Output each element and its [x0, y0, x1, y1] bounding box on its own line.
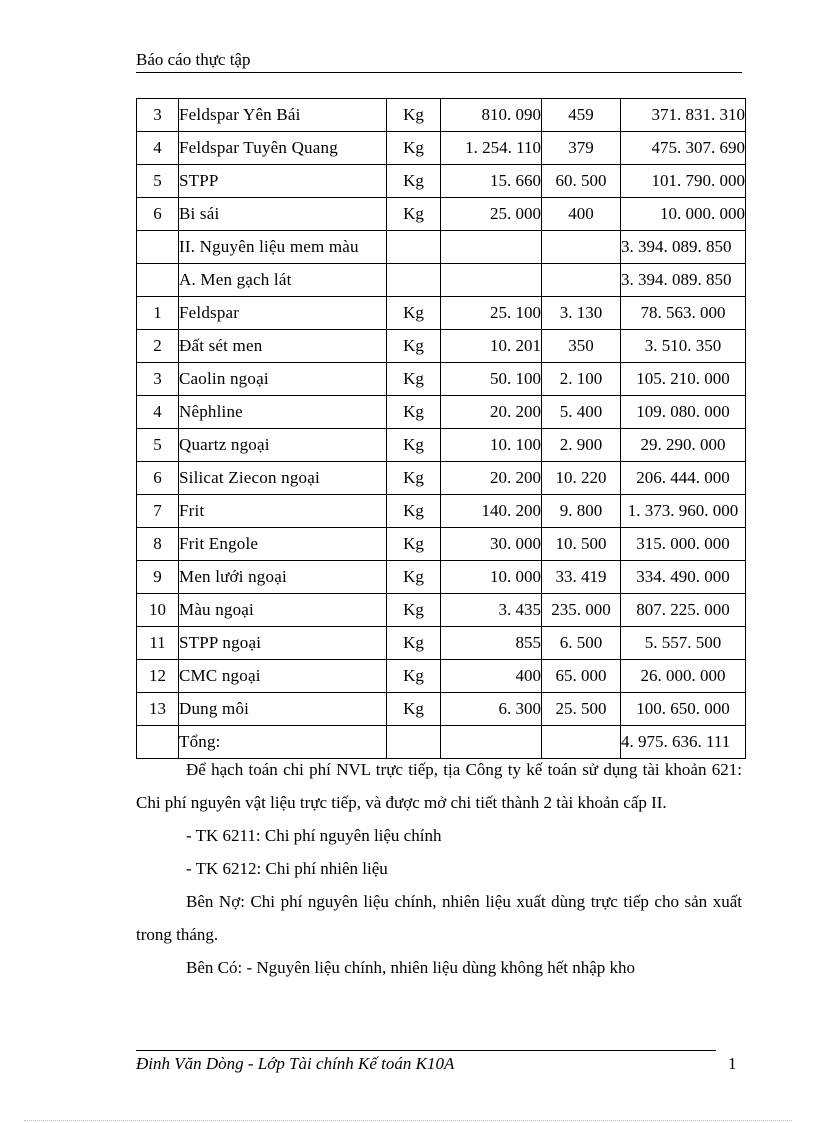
cell-row-number: 1	[137, 297, 179, 330]
cell-row-number: 9	[137, 561, 179, 594]
cell-unit: Kg	[387, 396, 441, 429]
cell-unit-price: 3. 130	[542, 297, 621, 330]
cell-material-name: Quartz ngoại	[179, 429, 387, 462]
cell-quantity: 20. 200	[441, 462, 542, 495]
cell-row-number: 13	[137, 693, 179, 726]
cell-row-number: 12	[137, 660, 179, 693]
cell-quantity: 10. 100	[441, 429, 542, 462]
cell-quantity: 20. 200	[441, 396, 542, 429]
table-row	[137, 363, 746, 396]
cell-material-name: Tổng:	[179, 726, 387, 759]
cell-amount: 3. 510. 350	[621, 330, 746, 363]
cell-material-name: Bi sái	[179, 198, 387, 231]
table-row	[137, 198, 746, 231]
cell-material-name: Feldspar Tuyên Quang	[179, 132, 387, 165]
cell-row-number: 5	[137, 429, 179, 462]
cell-row-number: 5	[137, 165, 179, 198]
page-header: Báo cáo thực tập	[136, 50, 742, 73]
cell-amount: 109. 080. 000	[621, 396, 746, 429]
cell-unit: Kg	[387, 528, 441, 561]
cell-unit: Kg	[387, 594, 441, 627]
table-row	[137, 462, 746, 495]
paragraph-tk-6212: - TK 6212: Chi phí nhiên liệu	[186, 859, 388, 878]
cell-quantity: 30. 000	[441, 528, 542, 561]
table-row	[137, 528, 746, 561]
cell-unit-price: 9. 800	[542, 495, 621, 528]
cell-row-number: 2	[137, 330, 179, 363]
table-row	[137, 693, 746, 726]
cell-material-name: Silicat Ziecon ngoại	[179, 462, 387, 495]
cell-quantity: 10. 000	[441, 561, 542, 594]
cell-amount: 371. 831. 310	[621, 99, 746, 132]
material-cost-table	[136, 98, 746, 759]
cell-row-number: 4	[137, 132, 179, 165]
cell-unit-price: 350	[542, 330, 621, 363]
cell-unit-price	[542, 264, 621, 297]
cell-material-name: II. Nguyên liệu mem màu	[179, 231, 387, 264]
cell-unit: Kg	[387, 561, 441, 594]
cell-unit-price: 60. 500	[542, 165, 621, 198]
cell-quantity: 15. 660	[441, 165, 542, 198]
table-row	[137, 297, 746, 330]
cell-quantity: 6. 300	[441, 693, 542, 726]
cell-material-name: Feldspar Yên Bái	[179, 99, 387, 132]
cell-unit: Kg	[387, 627, 441, 660]
table-row	[137, 396, 746, 429]
cell-unit: Kg	[387, 495, 441, 528]
cell-quantity: 855	[441, 627, 542, 660]
cell-quantity: 25. 100	[441, 297, 542, 330]
cell-row-number: 6	[137, 198, 179, 231]
cell-amount: 206. 444. 000	[621, 462, 746, 495]
cell-unit: Kg	[387, 165, 441, 198]
cell-quantity: 400	[441, 660, 542, 693]
cell-row-number	[137, 264, 179, 297]
cell-material-name: Frit	[179, 495, 387, 528]
cell-material-name: CMC ngoại	[179, 660, 387, 693]
cell-row-number: 3	[137, 363, 179, 396]
table-row	[137, 264, 746, 297]
cell-unit-price: 33. 419	[542, 561, 621, 594]
cell-unit-price: 10. 220	[542, 462, 621, 495]
cell-unit: Kg	[387, 198, 441, 231]
table-row	[137, 231, 746, 264]
cell-amount: 26. 000. 000	[621, 660, 746, 693]
cell-quantity: 25. 000	[441, 198, 542, 231]
cell-unit: Kg	[387, 462, 441, 495]
page-number: 1	[728, 1054, 737, 1073]
cell-amount: 101. 790. 000	[621, 165, 746, 198]
cell-row-number: 3	[137, 99, 179, 132]
cell-unit-price	[542, 231, 621, 264]
table-row	[137, 495, 746, 528]
cell-quantity	[441, 264, 542, 297]
cell-amount: 1. 373. 960. 000	[621, 495, 746, 528]
table-row	[137, 165, 746, 198]
cell-material-name: Dung môi	[179, 693, 387, 726]
cell-amount: 315. 000. 000	[621, 528, 746, 561]
table-row	[137, 561, 746, 594]
cell-unit: Kg	[387, 132, 441, 165]
cell-material-name: Frit Engole	[179, 528, 387, 561]
cell-unit-price: 400	[542, 198, 621, 231]
cell-unit-price: 379	[542, 132, 621, 165]
cell-unit-price: 10. 500	[542, 528, 621, 561]
cell-unit	[387, 264, 441, 297]
cell-unit: Kg	[387, 660, 441, 693]
cell-amount: 29. 290. 000	[621, 429, 746, 462]
table-row	[137, 429, 746, 462]
cell-unit: Kg	[387, 330, 441, 363]
cell-row-number: 8	[137, 528, 179, 561]
cell-material-name: Feldspar	[179, 297, 387, 330]
cell-quantity: 10. 201	[441, 330, 542, 363]
cell-amount: 3. 394. 089. 850	[621, 264, 746, 297]
cell-amount: 105. 210. 000	[621, 363, 746, 396]
footer-divider	[136, 1050, 716, 1051]
cell-amount: 10. 000. 000	[621, 198, 746, 231]
cell-material-name: Đất sét men	[179, 330, 387, 363]
cell-row-number: 10	[137, 594, 179, 627]
table-row	[137, 594, 746, 627]
cell-unit-price: 2. 100	[542, 363, 621, 396]
cell-unit-price: 6. 500	[542, 627, 621, 660]
cell-material-name: Men lưới ngoại	[179, 561, 387, 594]
cell-unit: Kg	[387, 693, 441, 726]
table-row	[137, 330, 746, 363]
cell-unit-price: 25. 500	[542, 693, 621, 726]
paragraph-ben-co: Bên Có: - Nguyên liệu chính, nhiên liệu dùng không hết nhập kho	[186, 958, 636, 977]
table-row	[137, 99, 746, 132]
cell-unit: Kg	[387, 99, 441, 132]
body-text	[136, 753, 742, 984]
cell-quantity: 810. 090	[441, 99, 542, 132]
cell-material-name: STPP ngoại	[179, 627, 387, 660]
table-row	[137, 627, 746, 660]
paragraph-ben-no: Bên Nợ: Chi phí nguyên liệu chính, nhiên liệu xuất dùng trực tiếp cho sản xuất trong tháng.	[136, 892, 742, 944]
cell-row-number: 7	[137, 495, 179, 528]
cell-quantity: 1. 254. 110	[441, 132, 542, 165]
cell-material-name: Caolin ngoại	[179, 363, 387, 396]
cell-unit	[387, 231, 441, 264]
cell-unit-price: 2. 900	[542, 429, 621, 462]
cell-amount: 3. 394. 089. 850	[621, 231, 746, 264]
cell-amount: 4. 975. 636. 111	[621, 726, 746, 759]
cell-amount: 807. 225. 000	[621, 594, 746, 627]
cell-unit-price: 459	[542, 99, 621, 132]
cell-quantity: 50. 100	[441, 363, 542, 396]
cell-row-number: 11	[137, 627, 179, 660]
cell-amount: 5. 557. 500	[621, 627, 746, 660]
cell-unit-price: 65. 000	[542, 660, 621, 693]
table-row	[137, 660, 746, 693]
footer-author: Đinh Văn Dòng - Lớp Tài chính Kế toán K10A	[136, 1054, 455, 1073]
cell-quantity: 140. 200	[441, 495, 542, 528]
cell-material-name: Màu ngoại	[179, 594, 387, 627]
cell-row-number	[137, 231, 179, 264]
cell-material-name: Nêphline	[179, 396, 387, 429]
cell-unit: Kg	[387, 363, 441, 396]
cell-unit: Kg	[387, 429, 441, 462]
cell-quantity	[441, 231, 542, 264]
table-row	[137, 132, 746, 165]
cell-material-name: STPP	[179, 165, 387, 198]
cell-unit: Kg	[387, 297, 441, 330]
cell-unit-price: 5. 400	[542, 396, 621, 429]
paragraph-tk-6211: - TK 6211: Chi phí nguyên liệu chính	[186, 826, 442, 845]
page-edge	[24, 1120, 792, 1121]
cell-row-number: 4	[137, 396, 179, 429]
cell-amount: 100. 650. 000	[621, 693, 746, 726]
cell-amount: 78. 563. 000	[621, 297, 746, 330]
cell-amount: 475. 307. 690	[621, 132, 746, 165]
cell-material-name: A. Men gạch lát	[179, 264, 387, 297]
paragraph-account-621: Để hạch toán chi phí NVL trực tiếp, tịa Công ty kế toán sử dụng tài khoản 621: Chi phí nguyên vật liệu trực tiếp, và được mở chi tiết thành 2 tài khoản cấp II.	[136, 760, 742, 812]
cell-unit-price: 235. 000	[542, 594, 621, 627]
cell-amount: 334. 490. 000	[621, 561, 746, 594]
cell-row-number: 6	[137, 462, 179, 495]
cell-quantity: 3. 435	[441, 594, 542, 627]
